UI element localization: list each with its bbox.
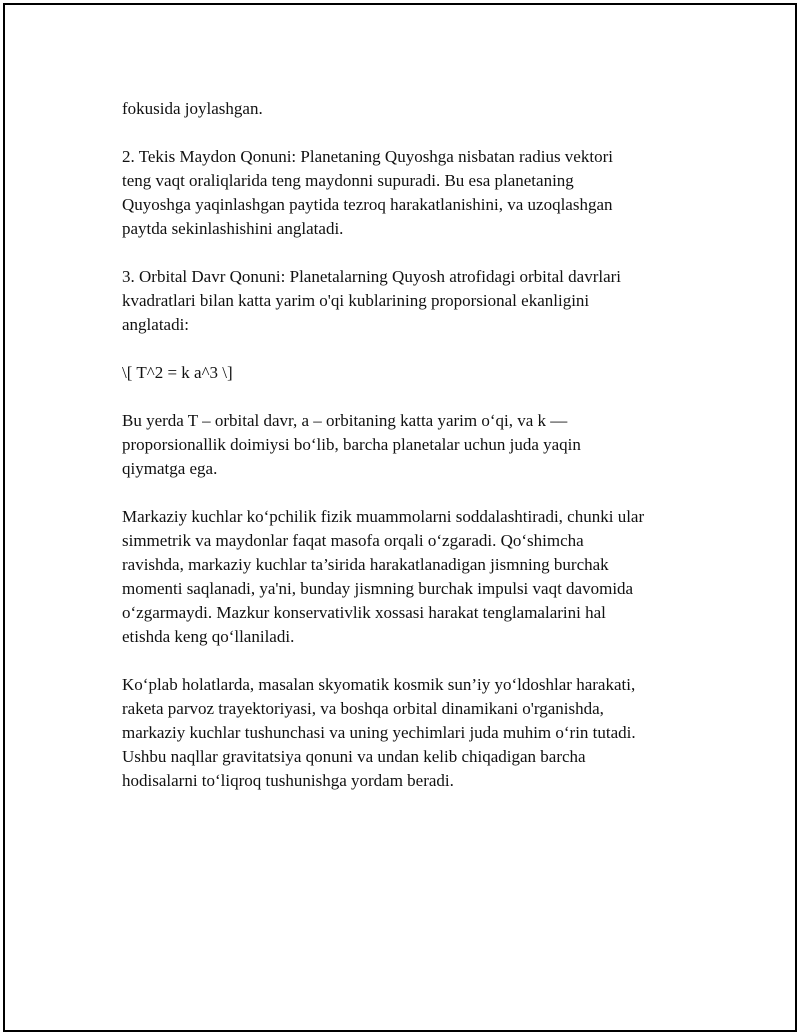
text-line: proporsionallik doimiysi bo‘lib, barcha planetalar uchun juda yaqin xyxy=(122,435,581,454)
text-line: paytda sekinlashishini anglatadi. xyxy=(122,219,344,238)
text-line: markaziy kuchlar tushunchasi va uning yechimlari juda muhim o‘rin tutadi. xyxy=(122,723,636,742)
paragraph-applications xyxy=(122,673,702,793)
text-line: o‘zgarmaydi. Mazkur konservativlik xossasi harakat tenglamalarini hal xyxy=(122,603,606,622)
text-line: teng vaqt oraliqlarida teng maydonni supuradi. Bu esa planetaning xyxy=(122,171,574,190)
paragraph-formula xyxy=(122,361,702,385)
paragraph-third-law xyxy=(122,265,702,337)
text-line: ravishda, markaziy kuchlar ta’sirida harakatlanadigan jismning burchak xyxy=(122,555,609,574)
text-line: 2. Tekis Maydon Qonuni: Planetaning Quyoshga nisbatan radius vektori xyxy=(122,147,613,166)
text-line: simmetrik va maydonlar faqat masofa orqali o‘zgaradi. Qo‘shimcha xyxy=(122,531,584,550)
paragraph-focus-continuation xyxy=(122,97,702,121)
document-body xyxy=(122,97,702,817)
text-line: 3. Orbital Davr Qonuni: Planetalarning Quyosh atrofidagi orbital davrlari xyxy=(122,267,622,286)
page-frame xyxy=(3,3,797,1032)
text-line: kvadratlari bilan katta yarim o'qi kublarining proporsional ekanligini xyxy=(122,291,590,310)
paragraph-formula-explanation xyxy=(122,409,702,481)
text-line: Ko‘plab holatlarda, masalan skyomatik kosmik sun’iy yo‘ldoshlar harakati, xyxy=(122,675,636,694)
text-line: raketa parvoz trayektoriyasi, va boshqa orbital dinamikani o'rganishda, xyxy=(122,699,604,718)
paragraph-central-forces xyxy=(122,505,702,649)
text-line: Ushbu naqllar gravitatsiya qonuni va undan kelib chiqadigan barcha xyxy=(122,747,586,766)
paragraph-second-law xyxy=(122,145,702,241)
text-line: anglatadi: xyxy=(122,315,190,334)
text-line: momenti saqlanadi, ya'ni, bunday jismning burchak impulsi vaqt davomida xyxy=(122,579,634,598)
text-line: Quyoshga yaqinlashgan paytida tezroq harakatlanishini, va uzoqlashgan xyxy=(122,195,613,214)
text-line: Markaziy kuchlar ko‘pchilik fizik muammolarni soddalashtiradi, chunki ular xyxy=(122,507,645,526)
text-line: hodisalarni to‘liqroq tushunishga yordam beradi. xyxy=(122,771,454,790)
text-line: qiymatga ega. xyxy=(122,459,218,478)
formula-text: \[ T^2 = k a^3 \] xyxy=(122,363,233,382)
text-line: fokusida joylashgan. xyxy=(122,99,263,118)
text-line: etishda keng qo‘llaniladi. xyxy=(122,627,295,646)
text-line: Bu yerda T – orbital davr, a – orbitaning katta yarim o‘qi, va k — xyxy=(122,411,568,430)
